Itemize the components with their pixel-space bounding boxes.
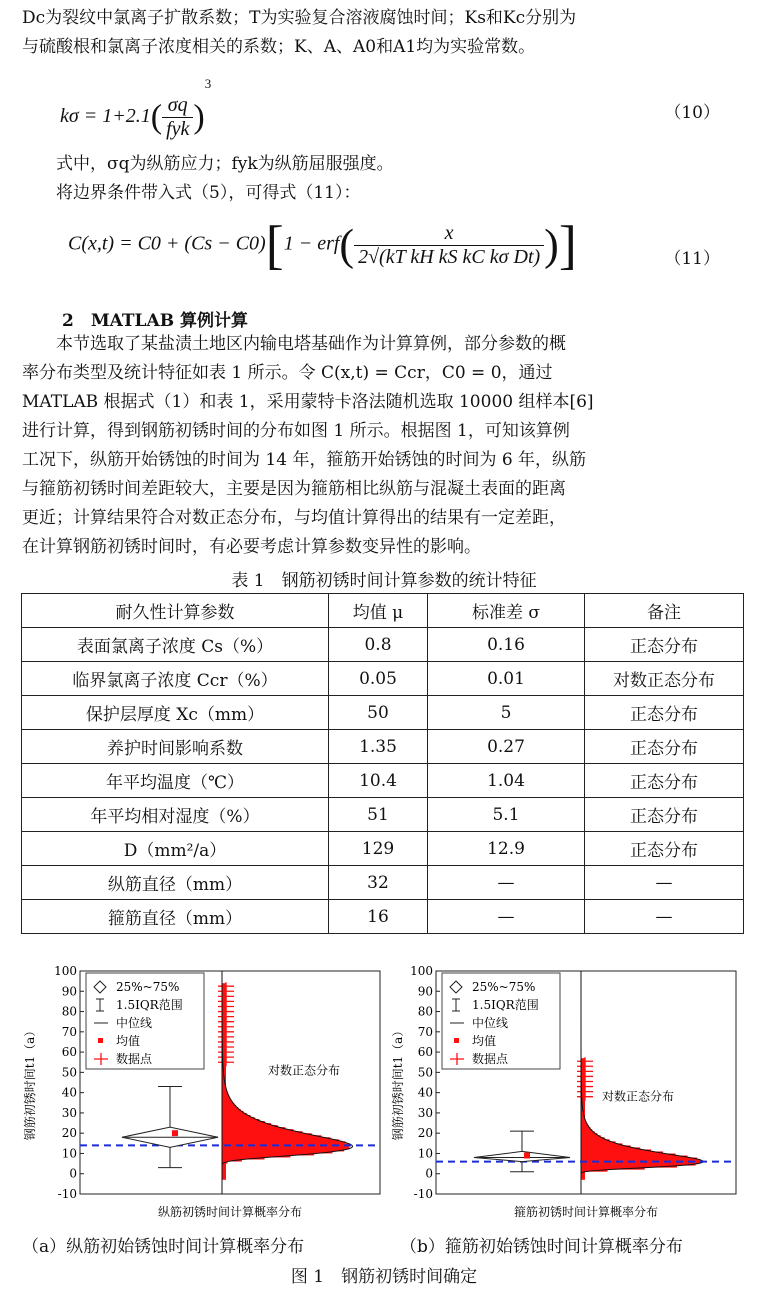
table-cell: 32 bbox=[329, 866, 428, 900]
table-cell: 1.04 bbox=[428, 764, 585, 798]
legend-label: 25%~75% bbox=[116, 980, 180, 994]
eq10-denominator: fyk bbox=[166, 117, 190, 140]
y-tick-label: 70 bbox=[417, 1024, 433, 1039]
table-row bbox=[22, 696, 744, 730]
y-tick-label: 60 bbox=[61, 1045, 77, 1060]
table-cell: 1.35 bbox=[329, 730, 428, 764]
table-caption: 表 1 钢筋初锈时间计算参数的统计特征 bbox=[231, 571, 537, 591]
equation-11: C(x,t) = C0 + (Cs − C0)[1 − erf( $\frac{x}{\text{2√(kT kH kS kC kσ Dt)}}$ )] bbox=[68, 215, 577, 275]
table-row bbox=[22, 866, 744, 900]
legend-label: 均值 bbox=[472, 1034, 497, 1048]
body-line-1: 本节选取了某盐渍土地区内输电塔基础作为计算算例，部分参数的概 bbox=[56, 334, 566, 354]
table-cell: 5 bbox=[428, 696, 585, 730]
table-row bbox=[22, 730, 744, 764]
y-tick-label: 90 bbox=[417, 984, 433, 999]
table-cell: 正态分布 bbox=[585, 832, 744, 866]
data-point bbox=[218, 982, 234, 990]
table-cell: — bbox=[585, 866, 744, 900]
table-cell: 0.8 bbox=[329, 628, 428, 662]
table-row bbox=[22, 900, 744, 934]
table-cell: 129 bbox=[329, 832, 428, 866]
legend-label: 数据点 bbox=[472, 1052, 509, 1066]
y-tick-label: 50 bbox=[61, 1065, 77, 1080]
y-tick-label: 90 bbox=[61, 984, 77, 999]
body-line-8: 在计算钢筋初锈时间时，有必要考虑计算参数变异性的影响。 bbox=[22, 537, 481, 557]
table-cell: 正态分布 bbox=[585, 628, 744, 662]
chart-a bbox=[20, 958, 390, 1218]
x-axis-label: 箍筋初锈时间计算概率分布 bbox=[513, 1205, 659, 1219]
table-row bbox=[22, 832, 744, 866]
table-cell: D（mm²/a） bbox=[22, 832, 329, 866]
where-text: 式中，σq为纵筋应力；fyk为纵筋屈服强度。 bbox=[56, 154, 394, 174]
table-header: 耐久性计算参数 bbox=[22, 594, 329, 628]
eq11-numerator: x bbox=[354, 222, 544, 246]
table-header: 标准差 σ bbox=[428, 594, 585, 628]
table-cell: 对数正态分布 bbox=[585, 662, 744, 696]
eq10-numerator: σq bbox=[162, 94, 193, 118]
table-cell: 0.01 bbox=[428, 662, 585, 696]
intro-line-2: 与硫酸根和氯离子浓度相关的系数；K、A、A0和A1均为实验常数。 bbox=[22, 37, 536, 57]
y-tick-label: 70 bbox=[61, 1024, 77, 1039]
table-header: 备注 bbox=[585, 594, 744, 628]
y-tick-label: 50 bbox=[417, 1065, 433, 1080]
eq10-exponent: 3 bbox=[204, 76, 212, 91]
table-cell: 箍筋直径（mm） bbox=[22, 900, 329, 934]
eq11-denominator: 2√(kT kH kS kC kσ Dt) bbox=[358, 245, 541, 268]
body-line-2: 率分布类型及统计特征如表 1 所示。令 C(x,t) = Ccr，C0 = 0，通过 bbox=[22, 363, 553, 383]
mean-marker bbox=[524, 1152, 530, 1158]
eq11-number: （11） bbox=[664, 249, 720, 269]
table-cell: 10.4 bbox=[329, 764, 428, 798]
data-point bbox=[577, 1057, 593, 1065]
y-tick-label: 10 bbox=[417, 1146, 433, 1161]
boundary-text: 将边界条件带入式（5），可得式（11）： bbox=[56, 183, 361, 203]
table-row bbox=[22, 764, 744, 798]
y-tick-label: 0 bbox=[69, 1166, 77, 1181]
table-cell: 年平均相对湿度（%） bbox=[22, 798, 329, 832]
y-axis-label: 钢筋初锈时间t1（a） bbox=[23, 1024, 37, 1141]
table-cell: 保护层厚度 Xc（mm） bbox=[22, 696, 329, 730]
legend-mean-icon bbox=[454, 1038, 459, 1043]
table-cell: — bbox=[428, 866, 585, 900]
legend-label: 25%~75% bbox=[472, 980, 536, 994]
eq11-lhs: C(x,t) = C0 + (Cs − C0) bbox=[68, 232, 266, 255]
table-cell: 51 bbox=[329, 798, 428, 832]
y-tick-label: 30 bbox=[417, 1105, 433, 1120]
table-row bbox=[22, 798, 744, 832]
legend-label: 均值 bbox=[116, 1034, 141, 1048]
parameter-table bbox=[21, 593, 744, 934]
y-tick-label: 10 bbox=[61, 1146, 77, 1161]
y-tick-label: 40 bbox=[417, 1085, 433, 1100]
table-cell: 50 bbox=[329, 696, 428, 730]
chart-b bbox=[388, 958, 748, 1228]
y-tick-label: 80 bbox=[61, 1004, 77, 1019]
body-line-5: 工况下，纵筋开始锈蚀的时间为 14 年，箍筋开始锈蚀的时间为 6 年，纵筋 bbox=[22, 450, 587, 470]
y-tick-label: 20 bbox=[61, 1126, 77, 1141]
iqr-diamond bbox=[474, 1151, 570, 1161]
y-tick-label: 80 bbox=[417, 1004, 433, 1019]
subcaption-a: （a）纵筋初始锈蚀时间计算概率分布 bbox=[22, 1237, 305, 1257]
table-cell: 正态分布 bbox=[585, 696, 744, 730]
distribution-annotation: 对数正态分布 bbox=[602, 1089, 675, 1104]
y-tick-label: 30 bbox=[61, 1105, 77, 1120]
body-line-3: MATLAB 根据式（1）和表 1，采用蒙特卡洛法随机选取 10000 组样本[6] bbox=[22, 392, 594, 412]
table-row bbox=[22, 662, 744, 696]
legend-label: 中位线 bbox=[472, 1016, 509, 1030]
y-tick-label: 60 bbox=[417, 1045, 433, 1060]
mean-marker bbox=[172, 1130, 178, 1136]
eq11-bracket: 1 − erf bbox=[283, 232, 340, 255]
eq10-number: （10） bbox=[664, 103, 720, 123]
y-tick-label: -10 bbox=[413, 1187, 433, 1201]
distribution-annotation: 对数正态分布 bbox=[268, 1063, 341, 1078]
y-tick-label: 20 bbox=[417, 1126, 433, 1141]
table-cell: 正态分布 bbox=[585, 798, 744, 832]
y-tick-label: 100 bbox=[410, 964, 433, 978]
y-tick-label: 0 bbox=[425, 1166, 433, 1181]
legend-label: 中位线 bbox=[116, 1016, 153, 1030]
body-line-7: 更近；计算结果符合对数正态分布，与均值计算得出的结果有一定差距， bbox=[22, 508, 566, 528]
legend-label: 1.5IQR范围 bbox=[116, 998, 183, 1012]
y-tick-label: -10 bbox=[57, 1187, 77, 1201]
x-axis-label: 纵筋初锈时间计算概率分布 bbox=[157, 1205, 303, 1218]
y-tick-label: 40 bbox=[61, 1085, 77, 1100]
equation-10: kσ = 1+2.1( $\frac{\sigma q}{\text{fyk}}$ )$^3$ bbox=[60, 76, 212, 140]
table-cell: 0.27 bbox=[428, 730, 585, 764]
table-cell: 16 bbox=[329, 900, 428, 934]
table-cell: 5.1 bbox=[428, 798, 585, 832]
legend-label: 数据点 bbox=[116, 1052, 153, 1066]
table-header-row bbox=[22, 594, 744, 628]
table-cell: 表面氯离子浓度 Cs（%） bbox=[22, 628, 329, 662]
legend-mean-icon bbox=[98, 1038, 103, 1043]
body-line-6: 与箍筋初锈时间差距较大，主要是因为箍筋相比纵筋与混凝土表面的距离 bbox=[22, 479, 566, 499]
table-cell: 临界氯离子浓度 Ccr（%） bbox=[22, 662, 329, 696]
table-cell: 养护时间影响系数 bbox=[22, 730, 329, 764]
table-header: 均值 μ bbox=[329, 594, 428, 628]
table-cell: 正态分布 bbox=[585, 764, 744, 798]
body-line-4: 进行计算，得到钢筋初锈时间的分布如图 1 所示。根据图 1，可知该算例 bbox=[22, 421, 570, 441]
table-cell: 纵筋直径（mm） bbox=[22, 866, 329, 900]
table-cell: — bbox=[585, 900, 744, 934]
legend-label: 1.5IQR范围 bbox=[472, 998, 539, 1012]
subcaption-b: （b）箍筋初始锈蚀时间计算概率分布 bbox=[400, 1237, 683, 1257]
table-cell: 正态分布 bbox=[585, 730, 744, 764]
intro-line-1: Dc为裂纹中氯离子扩散系数；T为实验复合溶液腐蚀时间；Ks和Kc分别为 bbox=[22, 8, 577, 28]
table-cell: 年平均温度（℃） bbox=[22, 764, 329, 798]
table-cell: 0.05 bbox=[329, 662, 428, 696]
section-heading: 2 MATLAB 算例计算 bbox=[62, 311, 248, 331]
table-cell: 0.16 bbox=[428, 628, 585, 662]
y-tick-label: 100 bbox=[54, 964, 77, 978]
eq10-lhs: kσ = 1+2.1 bbox=[60, 105, 151, 127]
table-cell: 12.9 bbox=[428, 832, 585, 866]
y-axis-label: 钢筋初锈时间t1（a） bbox=[391, 1024, 405, 1141]
figure-caption: 图 1 钢筋初锈时间确定 bbox=[290, 1267, 478, 1287]
table-cell: — bbox=[428, 900, 585, 934]
table-row bbox=[22, 628, 744, 662]
